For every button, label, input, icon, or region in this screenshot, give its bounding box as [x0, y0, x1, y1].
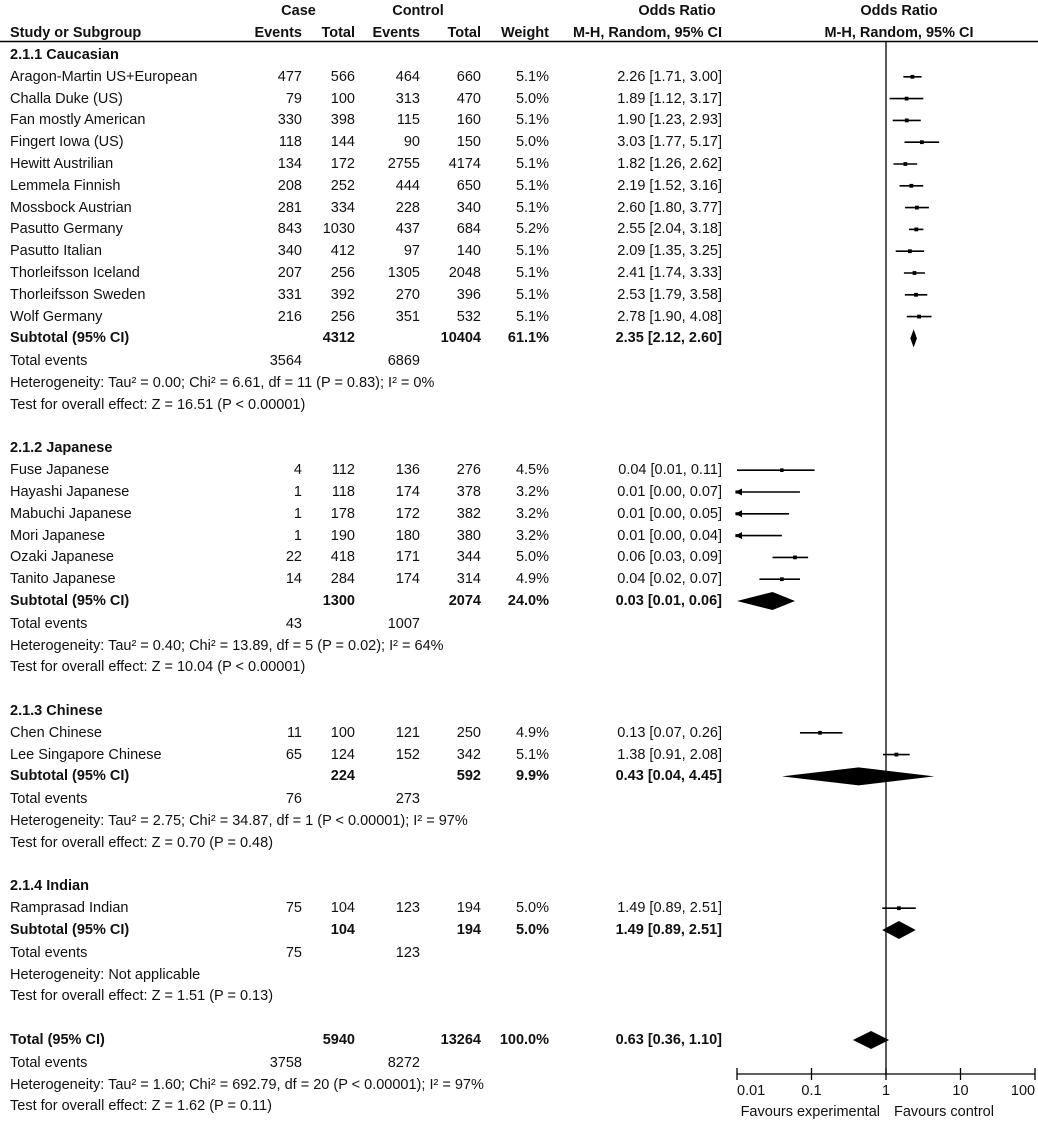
study-name: Challa Duke (US): [10, 90, 123, 107]
overall-effect-text: Test for overall effect: Z = 1.51 (P = 0.13): [10, 988, 274, 1005]
header-or-right: Odds Ratio: [860, 3, 938, 19]
odds-ratio-ci: 0.01 [0.00, 0.07]: [617, 484, 722, 500]
control-total: 380: [456, 527, 481, 544]
case-events: 118: [278, 134, 302, 151]
subtotal-control-total: 592: [456, 768, 481, 785]
study-name: Wolf Germany: [10, 308, 103, 325]
subtotal-odds-ratio: 1.49 [0.89, 2.51]: [615, 922, 722, 938]
point-estimate: [914, 293, 918, 297]
odds-ratio-ci: 1.38 [0.91, 2.08]: [617, 746, 722, 763]
point-estimate: [895, 753, 899, 757]
case-total: 334: [330, 199, 355, 216]
control-events: 313: [395, 90, 420, 107]
weight: 4.9%: [515, 724, 549, 741]
col-ctrl-events: Events: [372, 25, 420, 41]
total-events-case: 43: [285, 615, 302, 632]
weight: 3.2%: [515, 484, 549, 500]
case-total: 256: [330, 308, 355, 325]
odds-ratio-ci: 0.04 [0.02, 0.07]: [617, 571, 722, 588]
case-events: 134: [277, 156, 302, 172]
control-total: 250: [456, 724, 481, 741]
case-total: 124: [330, 746, 355, 763]
heterogeneity-text: Heterogeneity: Tau² = 0.00; Chi² = 6.61, df = 11 (P = 0.83); I² = 0%: [10, 375, 435, 391]
overall-effect-text: Test for overall effect: Z = 0.70 (P = 0.48): [10, 834, 274, 851]
total-events-label: Total events: [10, 353, 88, 370]
case-events: 1: [293, 527, 302, 544]
case-events: 1: [293, 484, 302, 500]
favours-experimental-label: Favours experimental: [740, 1104, 880, 1120]
subtotal-weight: 5.0%: [515, 922, 549, 938]
total-events-label: Total events: [10, 1054, 88, 1071]
control-total: 4174: [448, 156, 481, 172]
control-total: 470: [456, 90, 481, 107]
case-events: 65: [285, 746, 302, 763]
odds-ratio-ci: 2.26 [1.71, 3.00]: [617, 68, 722, 85]
case-events: 330: [277, 112, 302, 129]
study-name: Pasutto Germany: [10, 221, 123, 238]
point-estimate: [913, 271, 917, 275]
odds-ratio-ci: 0.01 [0.00, 0.04]: [617, 527, 722, 544]
header-control: Control: [392, 3, 444, 19]
case-total: 112: [331, 462, 355, 479]
control-events: 437: [395, 221, 420, 238]
weight: 5.1%: [515, 265, 549, 281]
total-events-case: 3758: [269, 1054, 302, 1071]
weight: 3.2%: [515, 527, 549, 544]
study-name: Tanito Japanese: [10, 571, 116, 588]
case-events: 14: [285, 571, 302, 588]
pooled-diamond: [737, 592, 795, 610]
control-total: 194: [456, 900, 481, 917]
point-estimate: [908, 249, 912, 253]
subtotal-label: Subtotal (95% CI): [10, 593, 130, 609]
subtotal-weight: 61.1%: [507, 330, 549, 347]
case-events: 11: [286, 724, 302, 741]
odds-ratio-ci: 2.60 [1.80, 3.77]: [617, 199, 722, 216]
odds-ratio-ci: 1.49 [0.89, 2.51]: [617, 900, 722, 917]
point-estimate: [793, 556, 797, 560]
case-total: 100: [330, 724, 355, 741]
control-events: 2755: [387, 156, 420, 172]
case-events: 477: [277, 68, 302, 85]
total-events-control: 123: [395, 944, 420, 961]
point-estimate: [780, 468, 784, 472]
control-events: 444: [395, 177, 420, 194]
odds-ratio-ci: 0.04 [0.01, 0.11]: [618, 462, 722, 479]
weight: 5.1%: [515, 308, 549, 325]
control-total: 396: [456, 286, 481, 303]
odds-ratio-ci: 2.53 [1.79, 3.58]: [617, 286, 722, 303]
total-weight: 100.0%: [499, 1032, 549, 1048]
case-total: 412: [330, 243, 355, 260]
weight: 5.1%: [515, 199, 549, 216]
case-total: 1030: [322, 221, 355, 238]
control-total: 684: [456, 221, 481, 238]
study-name: Pasutto Italian: [10, 243, 102, 260]
case-total: 190: [330, 527, 355, 544]
weight: 5.1%: [515, 286, 549, 303]
col-ctrl-total: Total: [447, 25, 481, 41]
control-events: 270: [395, 286, 420, 303]
total-events-case: 75: [285, 944, 302, 961]
total-label: Total (95% CI): [10, 1032, 105, 1048]
col-weight: Weight: [500, 25, 549, 41]
odds-ratio-ci: 2.55 [2.04, 3.18]: [617, 221, 722, 238]
total-events-control: 8272: [387, 1054, 420, 1071]
subgroup-title: 2.1.2 Japanese: [10, 440, 113, 457]
case-total: 100: [330, 90, 355, 107]
col-or: M-H, Random, 95% CI: [572, 25, 722, 41]
weight: 5.0%: [515, 134, 549, 151]
subtotal-case-total: 1300: [322, 593, 355, 609]
x-tick-label: 100: [1010, 1083, 1036, 1099]
subtotal-control-total: 10404: [440, 330, 481, 347]
favours-control-label: Favours control: [894, 1104, 994, 1120]
pooled-diamond: [853, 1031, 889, 1049]
odds-ratio-ci: 2.78 [1.90, 4.08]: [617, 308, 722, 325]
weight: 5.1%: [515, 243, 549, 260]
study-name: Hayashi Japanese: [10, 484, 130, 500]
odds-ratio-ci: 2.09 [1.35, 3.25]: [617, 243, 722, 260]
point-estimate: [780, 577, 784, 581]
subtotal-odds-ratio: 0.03 [0.01, 0.06]: [615, 593, 722, 609]
odds-ratio-ci: 3.03 [1.77, 5.17]: [617, 134, 722, 151]
weight: 5.2%: [515, 221, 549, 238]
total-events-case: 3564: [269, 353, 302, 370]
pooled-diamond: [782, 767, 934, 785]
point-estimate: [818, 731, 822, 735]
subtotal-control-total: 2074: [448, 593, 481, 609]
case-total: 256: [330, 265, 355, 281]
subtotal-label: Subtotal (95% CI): [10, 922, 130, 938]
control-events: 174: [395, 484, 420, 500]
case-events: 331: [277, 286, 302, 303]
control-events: 115: [396, 112, 420, 129]
x-tick-label: 1: [881, 1083, 891, 1099]
case-total: 398: [330, 112, 355, 129]
case-events: 843: [277, 221, 302, 238]
total-events-label: Total events: [10, 791, 88, 808]
pooled-diamond: [882, 921, 916, 939]
case-events: 340: [277, 243, 302, 260]
case-events: 208: [277, 177, 302, 194]
study-name: Ozaki Japanese: [10, 549, 114, 566]
case-events: 1: [293, 505, 302, 522]
control-events: 464: [395, 68, 420, 85]
heterogeneity-text: Heterogeneity: Tau² = 0.40; Chi² = 13.89, df = 5 (P = 0.02); I² = 64%: [10, 637, 444, 654]
total-events-control: 273: [395, 791, 420, 808]
study-name: Fingert Iowa (US): [10, 134, 124, 151]
subtotal-case-total: 4312: [322, 330, 355, 347]
subgroup-title: 2.1.3 Chinese: [10, 703, 103, 719]
point-estimate: [735, 490, 738, 493]
control-events: 90: [403, 134, 420, 151]
control-events: 228: [395, 199, 420, 216]
total-odds-ratio: 0.63 [0.36, 1.10]: [615, 1032, 722, 1048]
weight: 4.5%: [515, 462, 549, 479]
study-name: Thorleifsson Sweden: [10, 286, 146, 303]
control-total: 340: [456, 199, 481, 216]
weight: 5.0%: [515, 90, 549, 107]
odds-ratio-ci: 0.01 [0.00, 0.05]: [617, 505, 722, 522]
control-events: 1305: [387, 265, 420, 281]
study-name: Mori Japanese: [10, 527, 106, 544]
x-tick-label: 0.01: [737, 1083, 766, 1099]
study-name: Mabuchi Japanese: [10, 505, 132, 522]
control-total: 378: [456, 484, 481, 500]
control-total: 276: [456, 462, 481, 479]
weight: 5.1%: [515, 177, 549, 194]
weight: 5.1%: [515, 68, 549, 85]
point-estimate: [920, 140, 924, 144]
point-estimate: [910, 75, 914, 79]
case-events: 79: [285, 90, 302, 107]
control-events: 174: [395, 571, 420, 588]
subtotal-case-total: 224: [330, 768, 355, 785]
study-name: Lee Singapore Chinese: [10, 746, 162, 763]
control-total: 532: [456, 308, 481, 325]
study-name: Fuse Japanese: [10, 462, 110, 479]
case-events: 281: [277, 199, 302, 216]
control-total: 150: [456, 134, 481, 151]
point-estimate: [903, 162, 907, 166]
subtotal-odds-ratio: 0.43 [0.04, 4.45]: [615, 768, 722, 785]
weight: 4.9%: [515, 571, 549, 588]
total-events-control: 6869: [387, 353, 420, 370]
case-total: 252: [330, 177, 355, 194]
total-events-case: 76: [285, 791, 302, 808]
control-total: 160: [456, 112, 481, 129]
col-study: Study or Subgroup: [10, 25, 142, 41]
col-case-total: Total: [321, 25, 355, 41]
study-name: Hewitt Austrilian: [10, 156, 114, 172]
odds-ratio-ci: 2.41 [1.74, 3.33]: [617, 265, 722, 281]
control-events: 351: [395, 308, 420, 325]
odds-ratio-ci: 0.06 [0.03, 0.09]: [617, 549, 722, 566]
odds-ratio-ci: 0.13 [0.07, 0.26]: [617, 724, 722, 741]
control-events: 172: [395, 505, 420, 522]
case-events: 75: [285, 900, 302, 917]
overall-effect-text: Test for overall effect: Z = 10.04 (P < 0.00001): [10, 659, 306, 676]
heterogeneity-text: Heterogeneity: Not applicable: [10, 966, 201, 983]
control-events: 97: [403, 243, 420, 260]
control-total: 344: [456, 549, 481, 566]
study-name: Chen Chinese: [10, 724, 102, 741]
point-estimate: [735, 512, 738, 515]
subtotal-weight: 24.0%: [507, 593, 549, 609]
subtotal-label: Subtotal (95% CI): [10, 768, 130, 785]
subtotal-odds-ratio: 2.35 [2.12, 2.60]: [615, 330, 722, 347]
case-events: 22: [285, 549, 302, 566]
overall-effect-text: Test for overall effect: Z = 16.51 (P < 0.00001): [10, 396, 306, 413]
point-estimate: [905, 119, 909, 123]
case-total: 566: [330, 68, 355, 85]
pooled-diamond: [910, 329, 917, 347]
study-name: Fan mostly American: [10, 112, 146, 129]
control-total: 650: [456, 177, 481, 194]
control-events: 121: [395, 724, 420, 741]
study-name: Aragon-Martin US+European: [10, 68, 198, 85]
study-name: Mossbock Austrian: [10, 199, 132, 216]
control-total: 314: [456, 571, 481, 588]
col-plot: M-H, Random, 95% CI: [824, 25, 974, 41]
case-total: 284: [330, 571, 355, 588]
point-estimate: [735, 534, 738, 537]
case-total: 178: [330, 505, 355, 522]
study-name: Thorleifsson Iceland: [10, 265, 140, 281]
odds-ratio-ci: 2.19 [1.52, 3.16]: [617, 177, 722, 194]
point-estimate: [917, 315, 921, 319]
control-total: 382: [456, 505, 481, 522]
overall-effect-text: Test for overall effect: Z = 1.62 (P = 0.11): [10, 1098, 272, 1115]
weight: 5.1%: [515, 156, 549, 172]
study-name: Lemmela Finnish: [10, 177, 121, 194]
case-events: 216: [277, 308, 302, 325]
weight: 5.0%: [515, 549, 549, 566]
control-total: 342: [456, 746, 481, 763]
total-events-label: Total events: [10, 944, 88, 961]
study-name: Ramprasad Indian: [10, 900, 129, 917]
subgroup-title: 2.1.1 Caucasian: [10, 47, 119, 63]
header-or-left: Odds Ratio: [638, 3, 716, 19]
control-events: 136: [395, 462, 420, 479]
control-events: 171: [395, 549, 420, 566]
x-tick-label: 0.1: [801, 1083, 822, 1099]
point-estimate: [914, 227, 918, 231]
case-total: 418: [330, 549, 355, 566]
case-total: 118: [331, 484, 355, 500]
col-case-events: Events: [254, 25, 302, 41]
odds-ratio-ci: 1.90 [1.23, 2.93]: [617, 112, 722, 129]
total-events-control: 1007: [387, 615, 420, 632]
subtotal-control-total: 194: [456, 922, 481, 938]
case-total: 104: [330, 900, 355, 917]
control-events: 180: [395, 527, 420, 544]
control-total: 140: [456, 243, 481, 260]
total-control-total: 13264: [440, 1032, 481, 1048]
header-case: Case: [281, 3, 316, 19]
weight: 5.0%: [515, 900, 549, 917]
heterogeneity-text: Heterogeneity: Tau² = 1.60; Chi² = 692.79, df = 20 (P < 0.00001); I² = 97%: [10, 1076, 484, 1093]
case-events: 4: [293, 462, 302, 479]
point-estimate: [909, 184, 913, 188]
odds-ratio-ci: 1.82 [1.26, 2.62]: [617, 156, 722, 172]
case-total: 144: [330, 134, 355, 151]
point-estimate: [915, 206, 919, 210]
subtotal-label: Subtotal (95% CI): [10, 330, 130, 347]
subtotal-case-total: 104: [330, 922, 355, 938]
subgroup-title: 2.1.4 Indian: [10, 878, 89, 895]
x-tick-label: 10: [952, 1083, 969, 1099]
control-total: 2048: [448, 265, 481, 281]
total-case-total: 5940: [322, 1032, 355, 1048]
point-estimate: [905, 97, 909, 101]
subtotal-weight: 9.9%: [515, 768, 549, 785]
weight: 3.2%: [515, 505, 549, 522]
heterogeneity-text: Heterogeneity: Tau² = 2.75; Chi² = 34.87, df = 1 (P < 0.00001); I² = 97%: [10, 813, 468, 829]
weight: 5.1%: [515, 112, 549, 129]
control-events: 123: [395, 900, 420, 917]
case-total: 392: [330, 286, 355, 303]
control-total: 660: [456, 68, 481, 85]
case-events: 207: [277, 265, 302, 281]
point-estimate: [897, 906, 901, 910]
control-events: 152: [395, 746, 420, 763]
weight: 5.1%: [515, 746, 549, 763]
case-total: 172: [330, 156, 355, 172]
odds-ratio-ci: 1.89 [1.12, 3.17]: [617, 90, 722, 107]
total-events-label: Total events: [10, 615, 88, 632]
